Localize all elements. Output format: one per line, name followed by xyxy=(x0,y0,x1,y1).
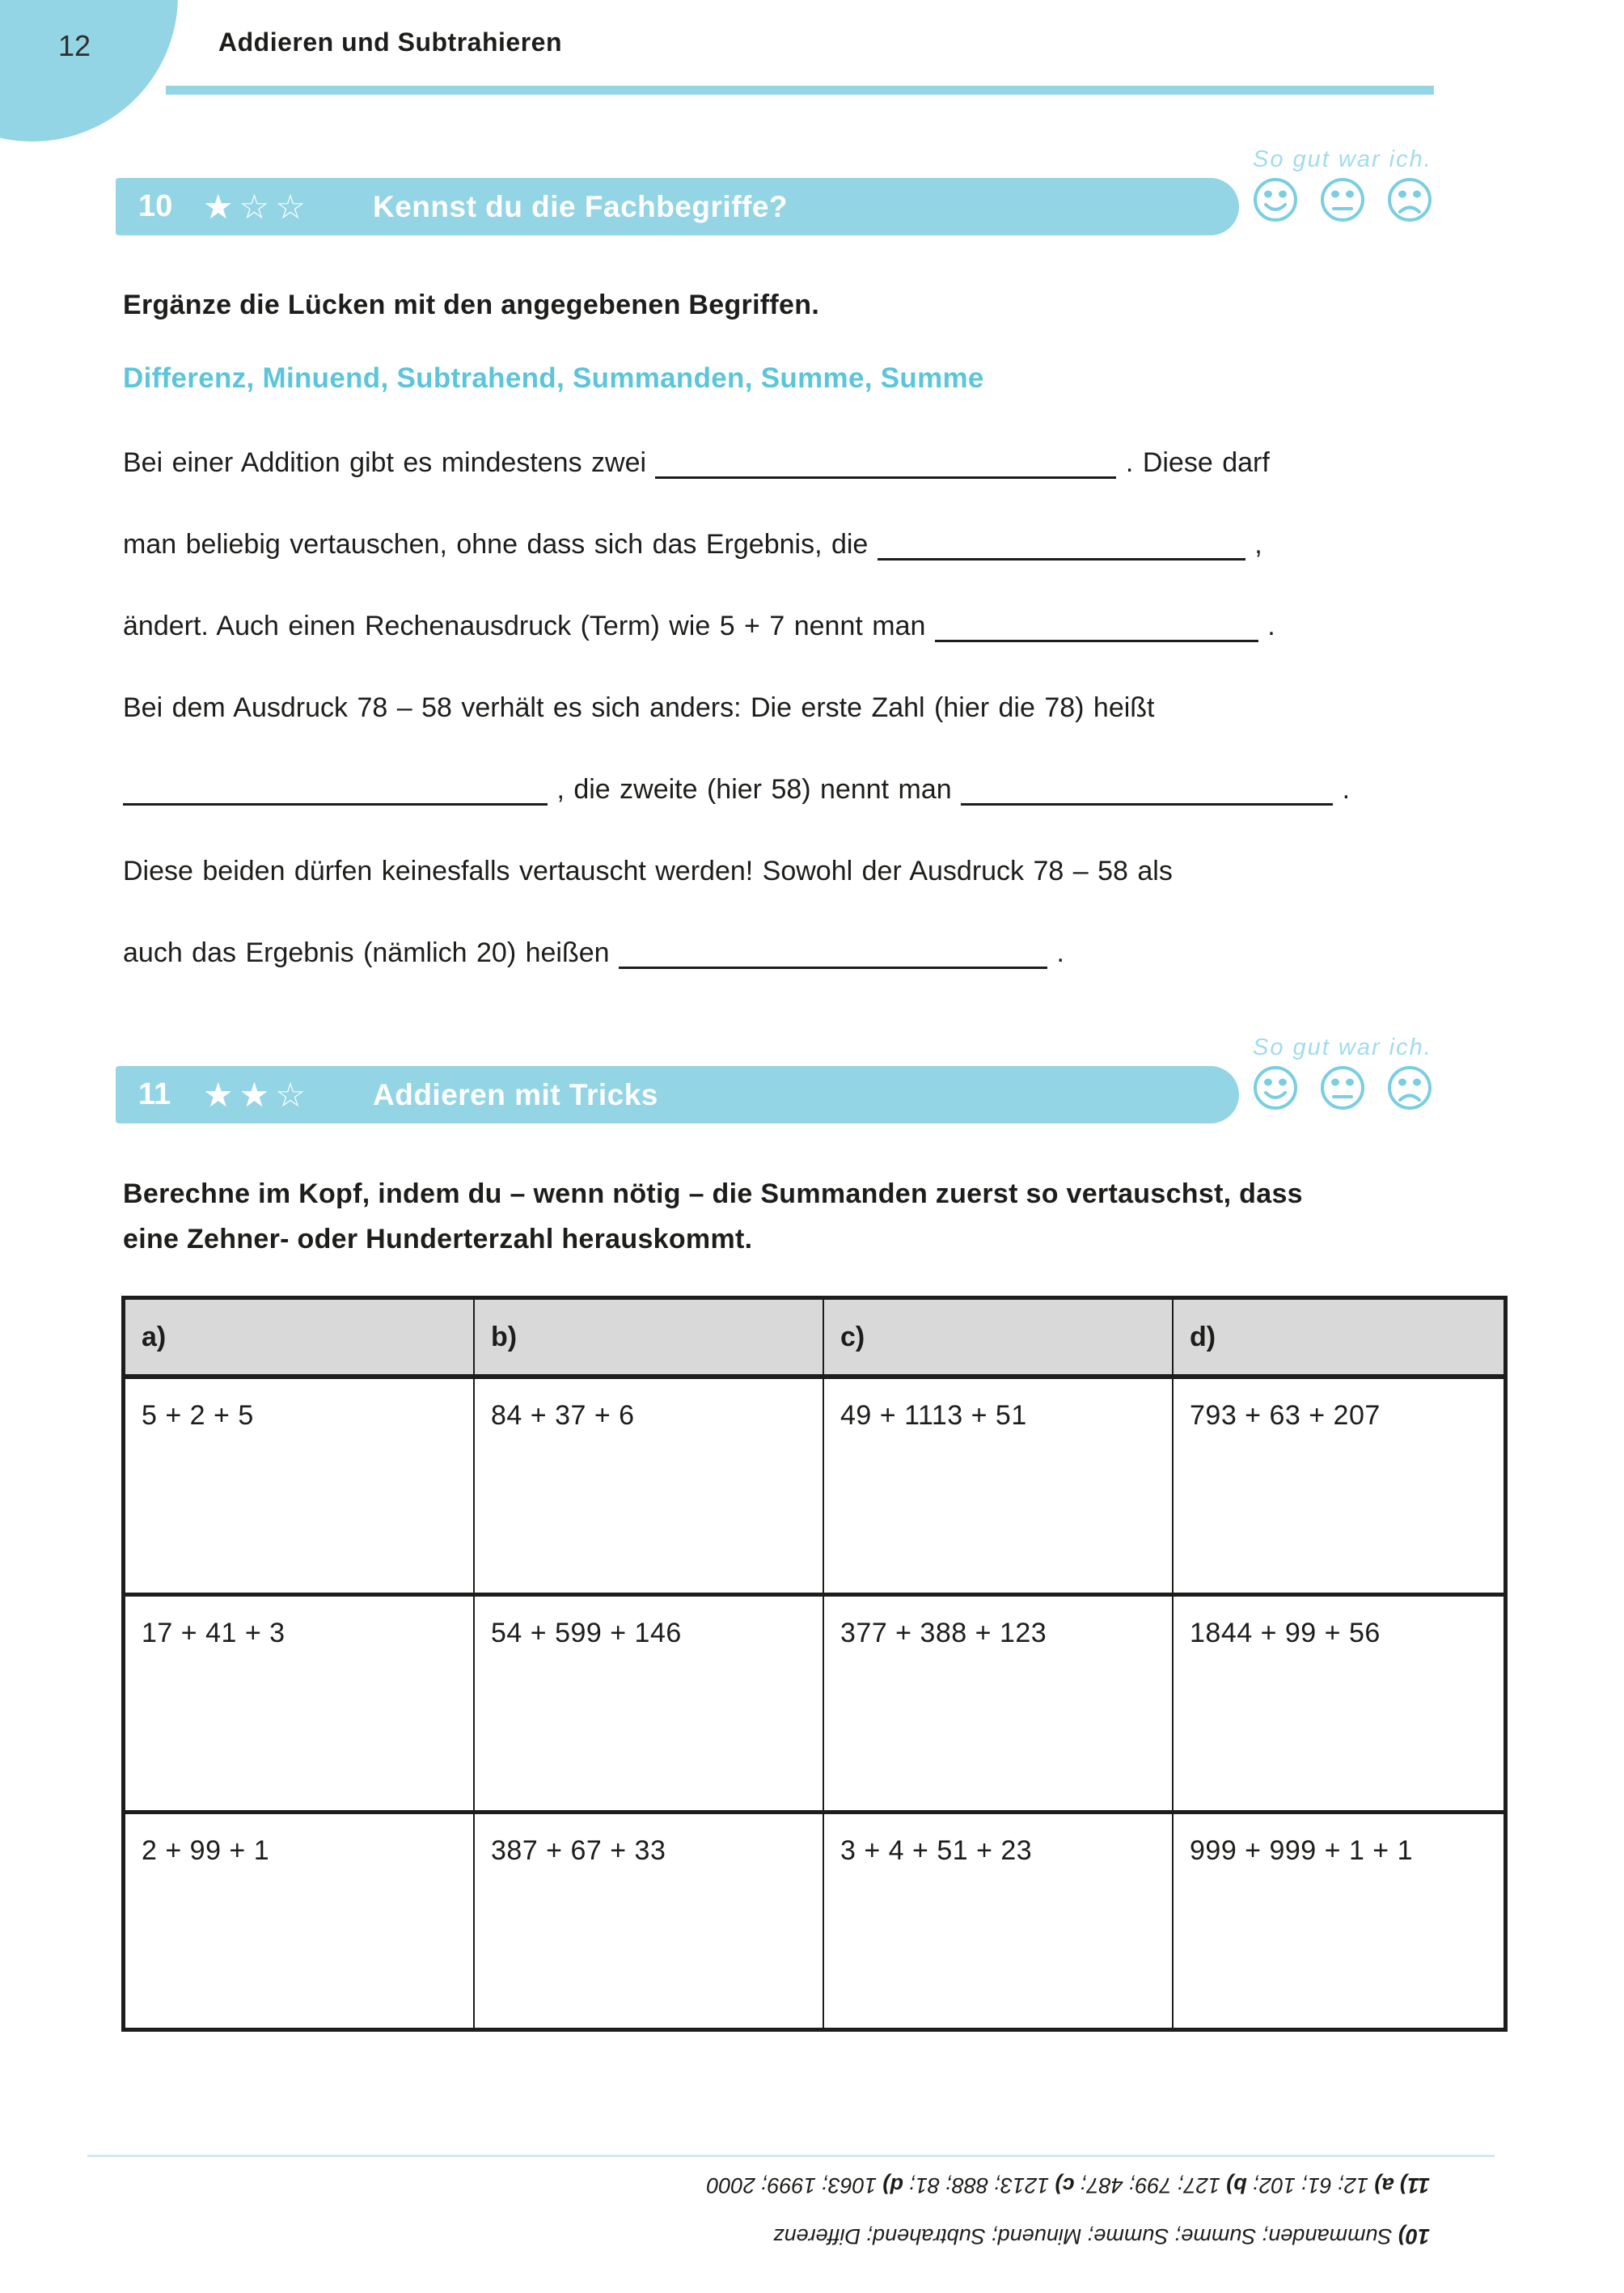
addition-problem-cell: 1844 + 99 + 56 xyxy=(1173,1595,1506,1813)
answer-key-upside-down xyxy=(500,2160,1430,2261)
rating-faces xyxy=(1253,177,1455,222)
cloze-text-segment: , die zweite (hier 58) nennt man xyxy=(548,774,962,805)
exercise-10-title: Kennst du die Fachbegriffe? xyxy=(373,190,789,223)
cloze-text-segment: Bei einer Addition gibt es mindestens zwei xyxy=(123,447,656,478)
cloze-text-segment: ändert. Auch einen Rechenausdruck (Term) wie 5 + 7 nennt man xyxy=(123,611,935,641)
cloze-text xyxy=(123,422,1563,994)
addition-problem-cell: 54 + 599 + 146 xyxy=(474,1595,823,1813)
cloze-line xyxy=(123,831,1563,912)
answer-segment: 11) xyxy=(1394,2173,1430,2198)
cloze-text-segment: . xyxy=(1333,774,1351,805)
rating-label: So gut war ich. xyxy=(1253,146,1432,172)
addition-problem-cell: 2 + 99 + 1 xyxy=(124,1813,475,2030)
exercise-10-number: 10 xyxy=(138,189,173,223)
rating-group-exercise-11 xyxy=(1253,1034,1455,1111)
chapter-title: Addieren und Subtrahieren xyxy=(218,27,562,57)
exercise-11-number: 11 xyxy=(138,1077,171,1111)
answer-segment: 10) xyxy=(1392,2224,1430,2249)
cloze-line xyxy=(123,912,1563,994)
smiley-neutral-icon[interactable] xyxy=(1320,1065,1365,1111)
rating-label: So gut war ich. xyxy=(1253,1034,1432,1060)
header-rule xyxy=(166,86,1434,95)
cloze-line xyxy=(123,667,1563,749)
addition-problems-table xyxy=(121,1296,1508,2032)
cloze-text-segment: man beliebig vertauschen, ohne dass sich das Ergebnis, die xyxy=(123,529,878,560)
exercise-11-bar xyxy=(116,1066,1239,1123)
answer-segment: 1063; 1999; 2000 xyxy=(706,2173,877,2198)
smiley-happy-icon[interactable] xyxy=(1253,1065,1298,1111)
smiley-sad-icon[interactable] xyxy=(1387,1065,1432,1111)
word-bank: Differenz, Minuend, Subtrahend, Summanden, Summe, Summe xyxy=(123,362,984,394)
addition-problem-cell: 3 + 4 + 51 + 23 xyxy=(823,1813,1173,2030)
exercise-11-title: Addieren mit Tricks xyxy=(373,1078,658,1111)
table-row xyxy=(124,1813,1506,2030)
addition-problem-cell: 17 + 41 + 3 xyxy=(124,1595,475,1813)
cloze-text-segment: auch das Ergebnis (nämlich 20) heißen xyxy=(123,937,619,968)
cloze-text-segment: . Diese darf xyxy=(1116,447,1270,478)
exercise-10-bar xyxy=(116,178,1239,235)
addition-problem-cell: 387 + 67 + 33 xyxy=(474,1813,823,2030)
addition-problem-cell: 377 + 388 + 123 xyxy=(823,1595,1173,1813)
answer-segment: Summanden; Summe; Summe; Minuend; Subtrahend; Differenz xyxy=(773,2224,1393,2249)
smiley-sad-icon[interactable] xyxy=(1387,177,1432,222)
smiley-happy-icon[interactable] xyxy=(1253,177,1298,222)
answer-segment: d) xyxy=(877,2173,903,2198)
answer-segment: 127; 799; 487; xyxy=(1074,2173,1220,2198)
answer-segment: 12; 61; 102; xyxy=(1246,2173,1368,2198)
answer-line-exercise-10 xyxy=(500,2211,1430,2261)
cloze-text-segment: , xyxy=(1245,529,1262,560)
cloze-text-segment: . xyxy=(1258,611,1275,641)
exercise-11-instruction xyxy=(123,1171,1303,1262)
exercise-10-instruction: Ergänze die Lücken mit den angegebenen Begriffen. xyxy=(123,290,820,320)
answer-segment: b) xyxy=(1220,2173,1247,2198)
answer-segment: c) xyxy=(1049,2173,1075,2198)
fill-in-blank-line xyxy=(619,957,1047,969)
fill-in-blank-line xyxy=(878,548,1245,561)
cloze-line xyxy=(123,749,1563,831)
addition-problem-cell: 84 + 37 + 6 xyxy=(474,1377,823,1595)
fill-in-blank-line xyxy=(655,467,1116,479)
answer-line-exercise-11 xyxy=(500,2160,1430,2211)
answer-segment: a) xyxy=(1368,2173,1394,2198)
page-number: 12 xyxy=(58,29,91,62)
table-header-cell: c) xyxy=(823,1298,1173,1377)
exercise-11-difficulty-stars-icon: ★★☆ xyxy=(203,1075,311,1115)
cloze-line xyxy=(123,586,1563,667)
cloze-text-segment: . xyxy=(1047,937,1064,968)
footer-rule xyxy=(87,2155,1495,2157)
table-header-cell: a) xyxy=(124,1298,475,1377)
cloze-text-segment: Bei dem Ausdruck 78 – 58 verhält es sich anders: Die erste Zahl (hier die 78) heißt xyxy=(123,692,1155,723)
cloze-line xyxy=(123,422,1563,504)
cloze-text-segment: Diese beiden dürfen keinesfalls vertauscht werden! Sowohl der Ausdruck 78 – 58 als xyxy=(123,856,1173,886)
exercise-11-instruction-line1: Berechne im Kopf, indem du – wenn nötig – die Summanden zuerst so vertauschst, dass xyxy=(123,1178,1303,1209)
rating-faces xyxy=(1253,1065,1455,1111)
table-header-cell: d) xyxy=(1173,1298,1506,1377)
addition-problem-cell: 999 + 999 + 1 + 1 xyxy=(1173,1813,1506,2030)
smiley-neutral-icon[interactable] xyxy=(1320,177,1365,222)
exercise-10-difficulty-stars-icon: ★☆☆ xyxy=(203,187,311,226)
table-row xyxy=(124,1595,1506,1813)
exercise-11-instruction-line2: eine Zehner- oder Hunderterzahl herauskommt. xyxy=(123,1224,753,1254)
addition-problem-cell: 793 + 63 + 207 xyxy=(1173,1377,1506,1595)
fill-in-blank-line xyxy=(935,630,1258,642)
page-number-circle xyxy=(0,0,178,142)
table-header-cell: b) xyxy=(474,1298,823,1377)
table-row xyxy=(124,1377,1506,1595)
rating-group-exercise-10 xyxy=(1253,146,1455,222)
cloze-line xyxy=(123,504,1563,586)
fill-in-blank-line xyxy=(123,793,548,806)
addition-problem-cell: 49 + 1113 + 51 xyxy=(823,1377,1173,1595)
addition-problem-cell: 5 + 2 + 5 xyxy=(124,1377,475,1595)
answer-segment: 1213; 888; 81; xyxy=(903,2173,1050,2198)
fill-in-blank-line xyxy=(961,793,1333,806)
